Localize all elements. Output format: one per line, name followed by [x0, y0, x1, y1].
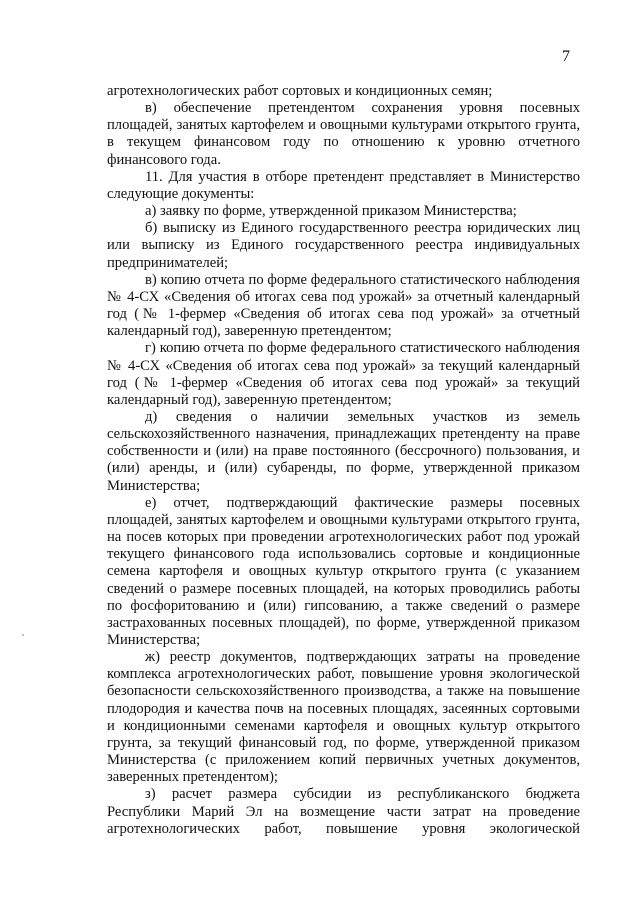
- paragraph-item-d: д) сведения о наличии земельных участков из земель сельскохозяйственного назначения, принадлежащих претенденту на праве собственности и (или) на праве постоянного (бессрочного) пользования, и (или) аренды, и (или) субаренды, по форме, утвержденной приказом Министерства;: [107, 408, 580, 494]
- page-number: 7: [562, 48, 570, 65]
- paragraph-item-v2: в) копию отчета по форме федерального статистического наблюдения № 4-СХ «Сведения об итогах сева под урожай» за отчетный календарный год (№ 1-фермер «Сведения об итогах сева под урожай» за отчетный календарный год), заверенную претендентом;: [107, 271, 580, 340]
- paragraph-item-a: а) заявку по форме, утвержденной приказом Министерства;: [145, 203, 517, 220]
- paragraph-item-b: б) выписку из Единого государственного реестра юридических лиц или выписку из Единого государственного реестра индивидуальных предпринимателей;: [107, 220, 580, 271]
- paragraph-clause-11: 11. Для участия в отборе претендент представляет в Министерство следующие документы:: [107, 168, 580, 202]
- document-body: [107, 83, 580, 838]
- paragraph-item-g: г) копию отчета по форме федерального статистического наблюдения № 4-СХ «Сведения об итогах сева под урожай» за текущий календарный год (№ 1-фермер «Сведения об итогах сева под урожай» за текущий календарный год), заверенную претендентом;: [107, 340, 580, 408]
- paragraph-item-z: з) расчет размера субсидии из республиканского бюджета Республики Марий Эл на возмещение части затрат на проведение агротехнологических работ, повышение уровня экологической: [107, 786, 580, 837]
- scan-speck: [22, 634, 24, 636]
- paragraph-item-e: е) отчет, подтверждающий фактические размеры посевных площадей, занятых картофелем и овощными культурами открытого грунта, на посев которых при проведении агротехнологических работ под урожай текущего финансового года использовались сортовые и кондиционные семена картофеля и овощных культур открытого грунта (с указанием сведений о размере посевных площадей, на которых проводились работы по фосфоритованию и (или) гипсованию, а также сведений о размере застрахованных посевных площадей), по форме, утвержденной приказом Министерства;: [107, 494, 580, 648]
- paragraph-item-zh: ж) реестр документов, подтверждающих затраты на проведение комплекса агротехнологических работ, повышение уровня экологической безопасности сельскохозяйственного производства, а также на повышение плодородия и качества почв на посевных площадях, засеянных сортовыми и кондиционными семенами картофеля и овощных культур открытого грунта, за текущий финансовый год, по форме, утвержденной приказом Министерства (с приложением копий первичных учетных документов, заверенных претендентом);: [107, 649, 580, 786]
- paragraph-item-v: в) обеспечение претендентом сохранения уровня посевных площадей, занятых картофелем и овощными культурами открытого грунта, в текущем финансовом году по отношению к уровню отчетного финансового года.: [107, 100, 580, 168]
- paragraph-continuation: агротехнологических работ сортовых и кондиционных семян;: [107, 83, 493, 99]
